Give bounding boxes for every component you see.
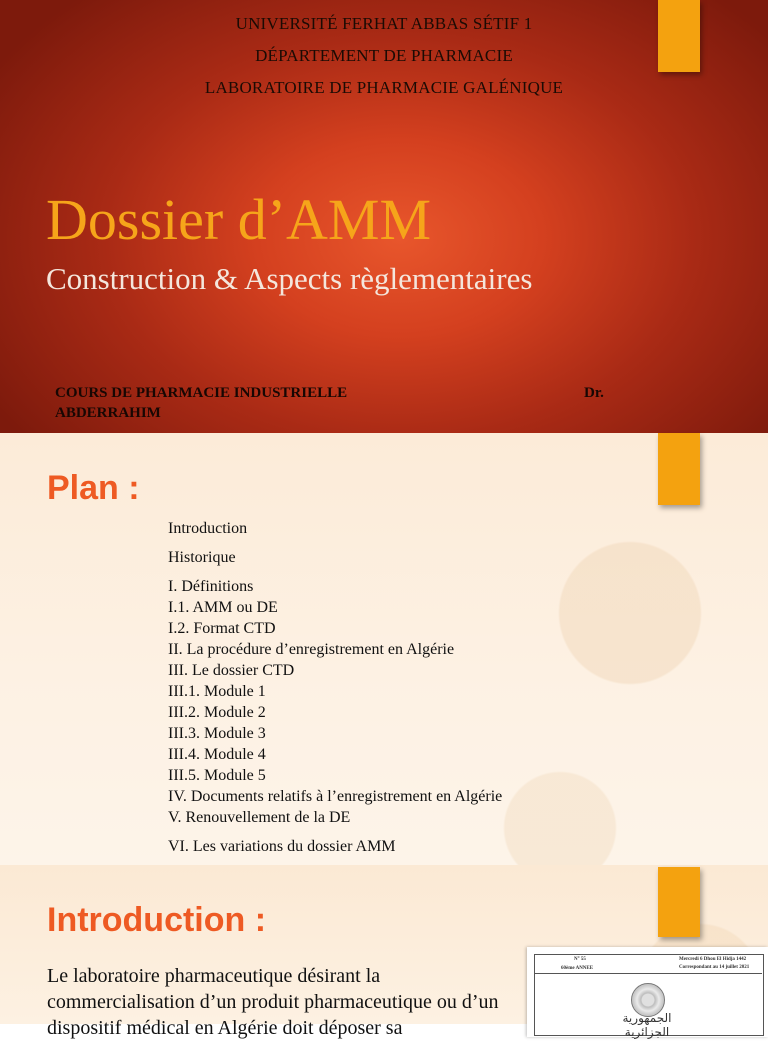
plan-item: Introduction <box>168 520 248 537</box>
plan-item: III.4. Module 4 <box>168 746 266 763</box>
department-name: DÉPARTEMENT DE PHARMACIE <box>255 46 513 65</box>
introduction-heading: Introduction : <box>47 901 267 939</box>
course-name: COURS DE PHARMACIE INDUSTRIELLE <box>55 385 348 401</box>
journal-arabic-title: الجمهورية الجزائرية <box>622 1011 672 1039</box>
plan-item: Historique <box>168 549 236 566</box>
slide-subtitle: Construction & Aspects règlementaires <box>46 261 533 296</box>
plan-item: II. La procédure d’enregistrement en Algérie <box>168 641 455 658</box>
plan-item: III.3. Module 3 <box>168 725 266 742</box>
plan-list <box>168 518 502 857</box>
journal-corresponding-date: Correspondant au 14 juillet 2021 <box>679 965 750 970</box>
plan-item: V. Renouvellement de la DE <box>168 809 351 826</box>
doctor-prefix: Dr. <box>584 385 604 401</box>
journal-number: N° 55 <box>574 957 586 962</box>
university-name: UNIVERSITÉ FERHAT ABBAS SÉTIF 1 <box>235 14 533 33</box>
plan-slide <box>0 433 768 865</box>
journal-date: Mercredi 6 Dhou El Hidja 1442 <box>679 957 747 962</box>
slide-title: Dossier d’AMM <box>46 187 432 252</box>
journal-year: 60ème ANNEE <box>561 966 594 971</box>
accent-tab <box>658 867 700 937</box>
title-slide <box>0 0 768 433</box>
introduction-slide <box>0 865 768 1039</box>
plan-item: I.1. AMM ou DE <box>168 599 278 616</box>
plan-item: I. Définitions <box>168 578 254 595</box>
journal-divider <box>534 973 762 974</box>
accent-tab <box>658 433 700 505</box>
author-name: ABDERRAHIM <box>55 405 161 421</box>
plan-heading: Plan : <box>47 469 140 507</box>
plan-item: III. Le dossier CTD <box>168 662 295 679</box>
plan-item: IV. Documents relatifs à l’enregistrement en Algérie <box>168 788 503 805</box>
plan-item: III.2. Module 2 <box>168 704 266 721</box>
plan-item: III.1. Module 1 <box>168 683 266 700</box>
laboratory-name: LABORATOIRE DE PHARMACIE GALÉNIQUE <box>204 78 564 97</box>
introduction-paragraph: Le laboratoire pharmaceutique désirant la commercialisation d’un produit pharmaceutique ou d’un dispositif médical en Algérie doit déposer sa <box>47 965 499 1039</box>
plan-item: III.5. Module 5 <box>168 767 266 784</box>
official-journal-image <box>527 947 768 1037</box>
plan-item: VI. Les variations du dossier AMM <box>168 838 396 855</box>
plan-item: I.2. Format CTD <box>168 620 276 637</box>
